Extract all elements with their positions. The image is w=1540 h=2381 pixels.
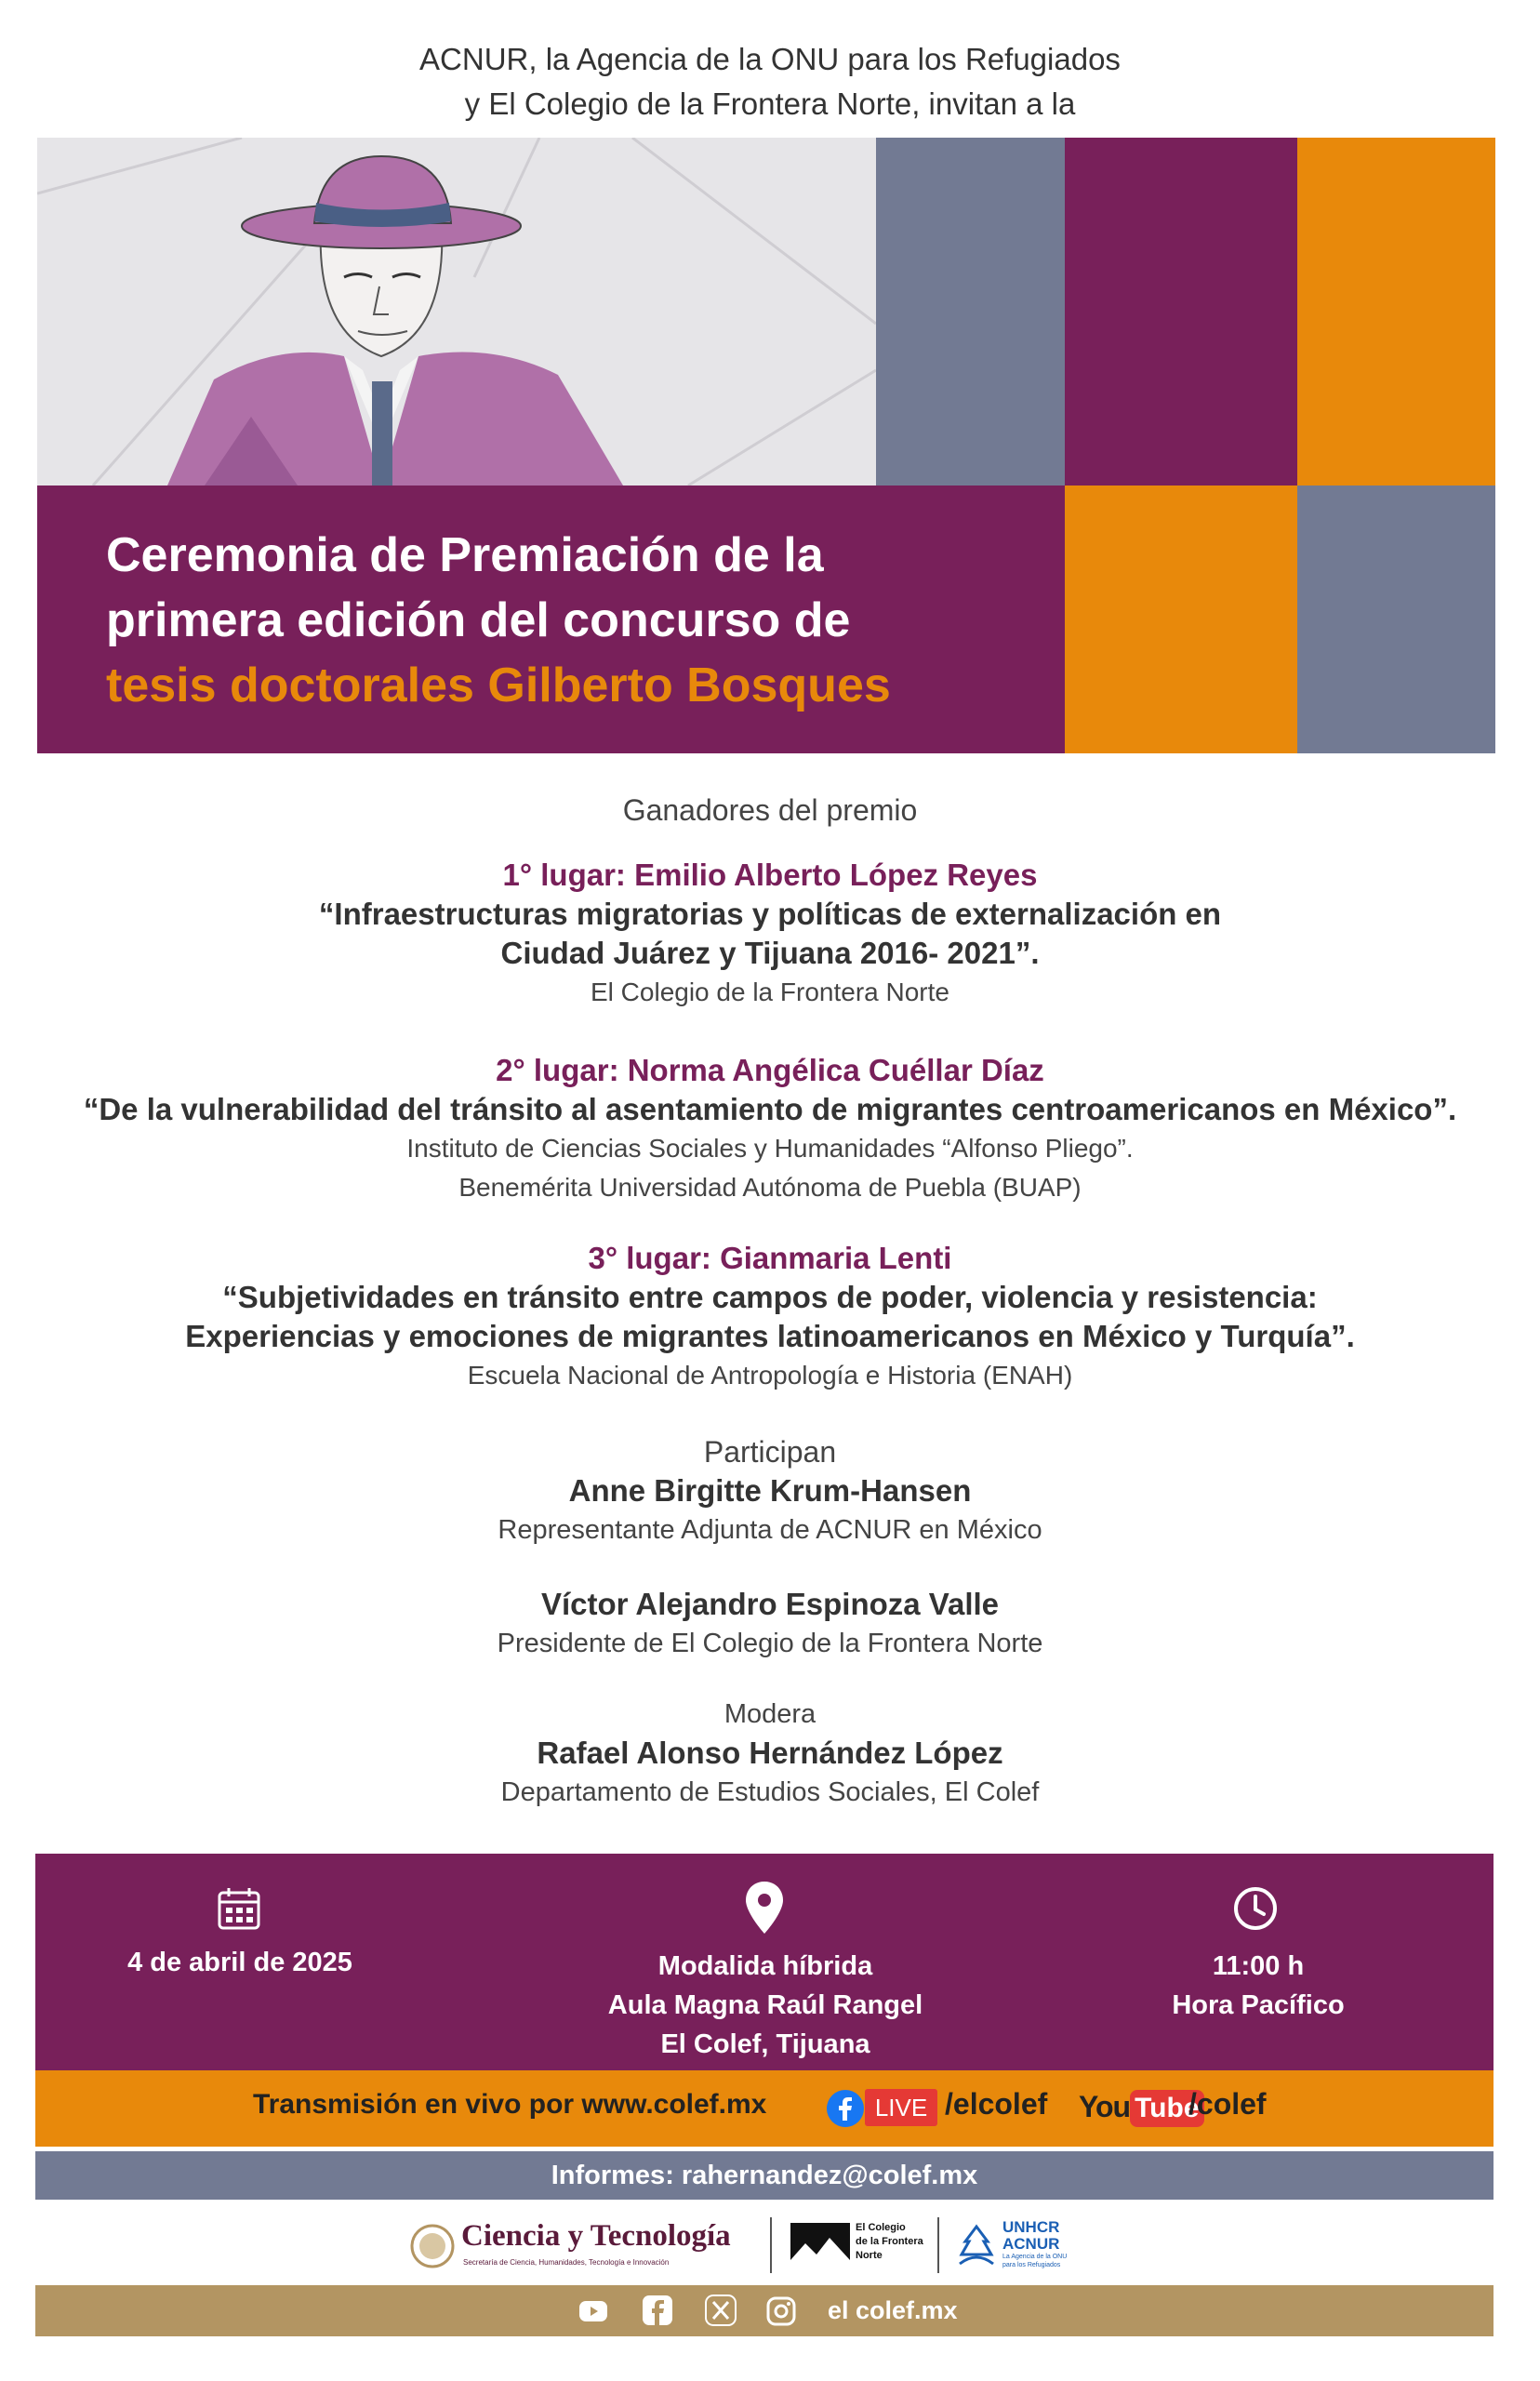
youtube-handle[interactable]: /colef: [1188, 2087, 1267, 2121]
first-place-thesis-1: “Infraestructuras migratorias y políticas de externalización en: [318, 897, 1222, 931]
acnur-label: ACNUR: [1002, 2235, 1060, 2253]
intro: [0, 37, 1540, 126]
participant-1-role: Representante Adjunta de ACNUR en México: [498, 1515, 1042, 1545]
winners-heading: Ganadores del premio: [622, 793, 918, 827]
calendar-icon: [216, 1885, 262, 1932]
youtube-tube: Tube: [1130, 2090, 1203, 2127]
unhcr-label: UNHCR: [1002, 2218, 1060, 2236]
participant-2-name: Víctor Alejandro Espinoza Valle: [540, 1587, 1000, 1621]
clock-icon: [1232, 1885, 1279, 1932]
logos-row: [409, 2217, 1135, 2277]
stream-band: [35, 2070, 1494, 2147]
second-place-thesis: “De la vulnerabilidad del tránsito al asentamiento de migrantes centroamericanos en México”.: [83, 1092, 1457, 1126]
footer-band: [35, 2285, 1494, 2336]
ciencia-logo-title: Ciencia y Tecnología: [461, 2219, 731, 2253]
intro-line-1: ACNUR, la Agencia de la ONU para los Refugiados: [419, 42, 1121, 76]
page-title-line-1: Ceremonia de Premiación de la: [106, 528, 824, 582]
second-place-label: 2° lugar: Norma Angélica Cuéllar Díaz: [496, 1053, 1044, 1087]
contact-band: [35, 2151, 1494, 2200]
participants-heading: Participan: [703, 1435, 837, 1469]
participant-2: [0, 1585, 1540, 1663]
event-venue-place: El Colef, Tijuana: [660, 2029, 870, 2059]
hero-banner: [37, 138, 1495, 753]
colef-logo-icon: [790, 2223, 850, 2269]
orange-block-bottom: [1065, 486, 1297, 753]
third-place-institution: Escuela Nacional de Antropología e Historia (ENAH): [467, 1361, 1073, 1390]
moderator-heading: Modera: [724, 1699, 816, 1729]
live-badge: LIVE: [865, 2089, 937, 2126]
third-place-thesis-1: “Subjetividades en tránsito entre campos de poder, violencia y resistencia:: [222, 1280, 1318, 1314]
title-band: [37, 486, 1065, 753]
colef-logo-text: [856, 2221, 923, 2263]
event-date: 4 de abril de 2025: [127, 1948, 352, 1977]
moderator-name: Rafael Alonso Hernández López: [537, 1736, 1003, 1770]
acnur-subtitle-2: para los Refugiados: [1002, 2262, 1061, 2268]
third-place: [0, 1239, 1540, 1395]
colef-logo-line-3: Norte: [856, 2250, 883, 2261]
event-time-zone: Hora Pacífico: [1172, 1990, 1345, 2020]
colef-logo-line-2: de la Frontera: [856, 2236, 923, 2247]
participant-1-name: Anne Birgitte Krum-Hansen: [568, 1473, 972, 1508]
facebook-icon[interactable]: [826, 2089, 865, 2128]
participant-2-role: Presidente de El Colegio de la Frontera Norte: [497, 1629, 1043, 1658]
instagram-icon[interactable]: [766, 2296, 796, 2326]
first-place-thesis-2: Ciudad Juárez y Tijuana 2016- 2021”.: [500, 936, 1040, 970]
second-place-institution-1: Instituto de Ciencias Sociales y Humanidades “Alfonso Pliego”.: [406, 1134, 1134, 1163]
page-title-line-2: primera edición del concurso de: [106, 593, 851, 647]
page-title-line-3: tesis doctorales Gilberto Bosques: [106, 658, 891, 712]
third-place-thesis-2: Experiencias y emociones de migrantes latinoamericanos en México y Turquía”.: [185, 1319, 1355, 1353]
youtube-icon[interactable]: [578, 2296, 608, 2326]
facebook-icon[interactable]: [642, 2295, 673, 2326]
unhcr-logo-icon: [956, 2223, 997, 2269]
stream-text[interactable]: Transmisión en vivo por www.colef.mx: [253, 2089, 767, 2120]
second-place-institution-2: Benemérita Universidad Autónoma de Puebla (BUAP): [458, 1173, 1082, 1202]
x-icon[interactable]: [705, 2295, 737, 2326]
second-place: [0, 1051, 1540, 1207]
portrait-illustration: [37, 138, 876, 486]
event-time-hour: 11:00 h: [1212, 1951, 1305, 1981]
purple-block-top: [1065, 138, 1297, 486]
ciencia-logo-subtitle: Secretaría de Ciencia, Humanidades, Tecnología e Innovación: [463, 2258, 670, 2267]
grey-block-top: [876, 138, 1065, 486]
event-venue: [556, 1947, 975, 2064]
acnur-subtitle-1: La Agencia de la ONU: [1002, 2254, 1068, 2260]
facebook-handle[interactable]: /elcolef: [945, 2087, 1048, 2121]
moderator: [0, 1695, 1540, 1812]
intro-line-2: y El Colegio de la Frontera Norte, invitan a la: [464, 86, 1076, 121]
colef-logo-line-1: El Colegio: [856, 2222, 906, 2233]
mexico-seal-icon: [409, 2223, 456, 2269]
logo-divider-1: [770, 2217, 772, 2273]
moderator-role: Departamento de Estudios Sociales, El Colef: [500, 1777, 1040, 1807]
participants: [0, 1432, 1540, 1550]
logo-divider-2: [937, 2217, 939, 2273]
grey-block-bottom: [1297, 486, 1495, 753]
first-place: [0, 856, 1540, 1012]
event-venue-mode: Modalida híbrida: [657, 1951, 873, 1981]
third-place-label: 3° lugar: Gianmaria Lenti: [588, 1241, 952, 1275]
orange-block-top: [1297, 138, 1495, 486]
youtube-you: You: [1079, 2090, 1131, 2123]
event-info-band: [35, 1854, 1494, 2070]
unhcr-logo-text: [1002, 2219, 1067, 2269]
location-pin-icon: [744, 1880, 785, 1935]
footer-site[interactable]: el colef.mx: [828, 2296, 958, 2324]
event-venue-room: Aula Magna Raúl Rangel: [607, 1990, 923, 2020]
youtube-icon[interactable]: [1079, 2085, 1204, 2128]
event-time: [1123, 1947, 1393, 2025]
first-place-label: 1° lugar: Emilio Alberto López Reyes: [502, 858, 1038, 892]
first-place-institution: El Colegio de la Frontera Norte: [591, 978, 949, 1006]
contact-email[interactable]: Informes: rahernandez@colef.mx: [551, 2161, 978, 2190]
